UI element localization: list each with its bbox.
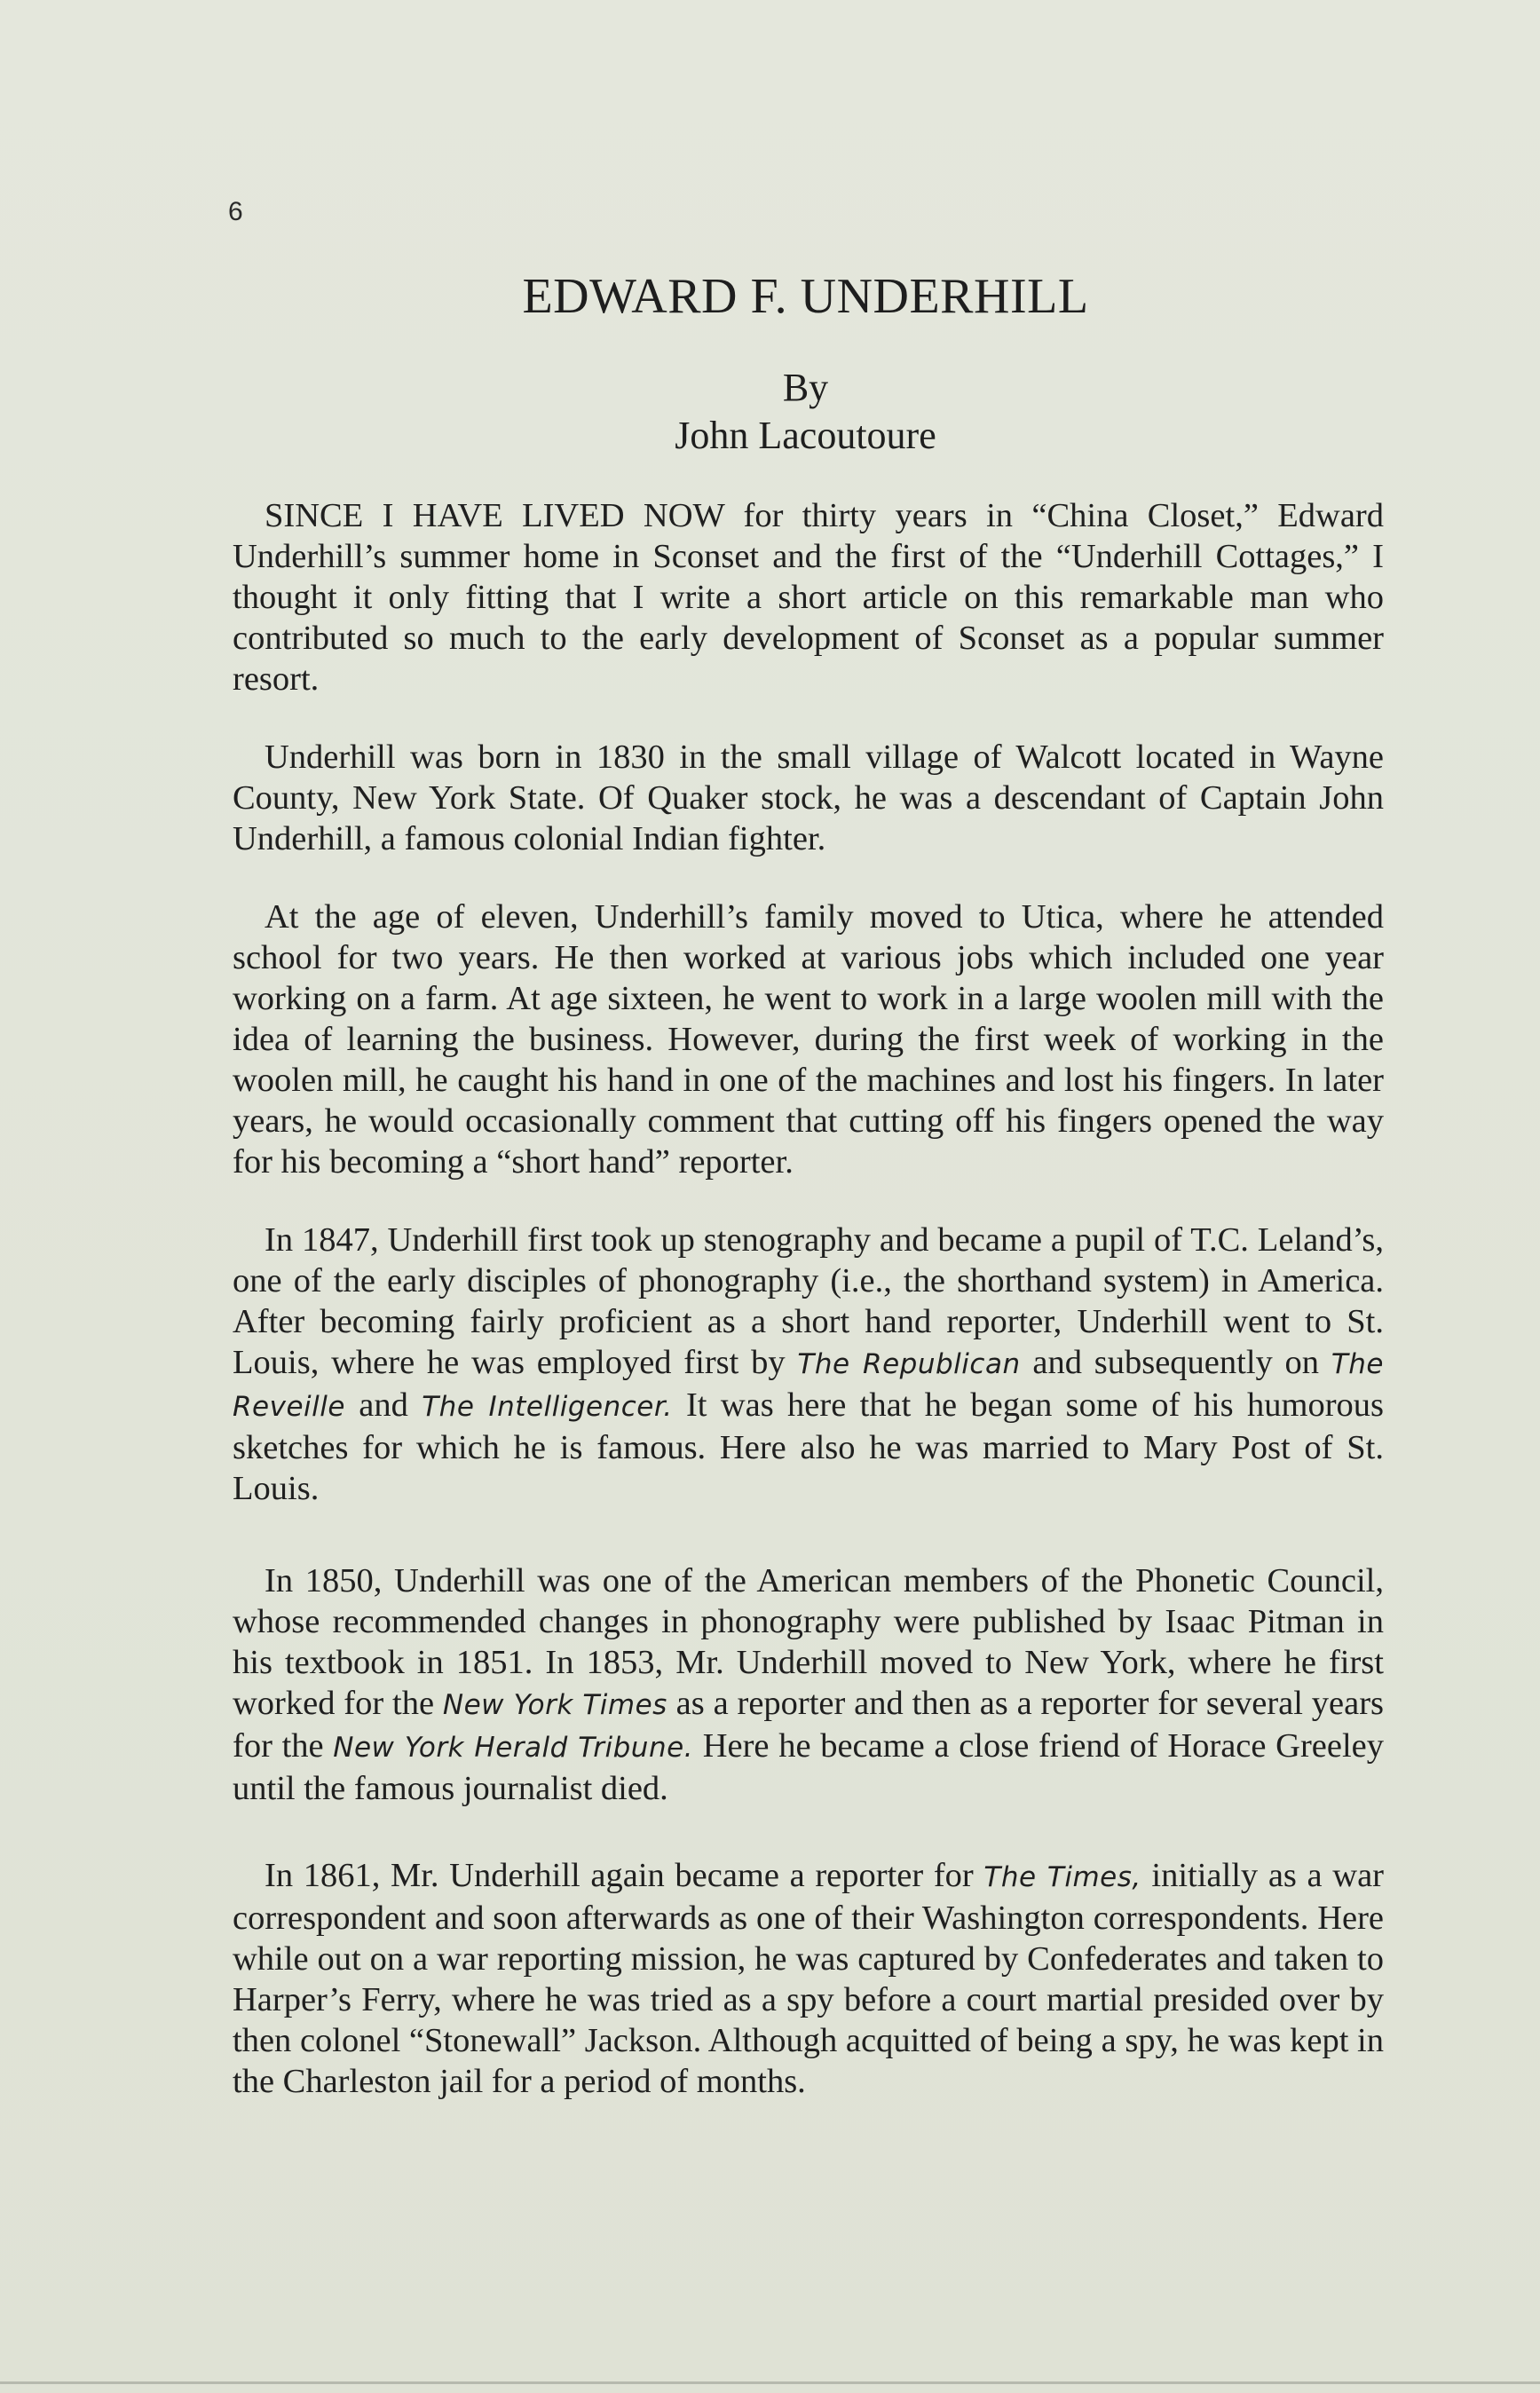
paragraph-6-text-1: In 1861, Mr. Underhill again became a reporter for xyxy=(265,1857,984,1894)
article-body xyxy=(233,495,1384,2139)
page-number: 6 xyxy=(228,197,243,226)
paragraph-6 xyxy=(233,1855,1384,2102)
publication-name: The Intelligencer. xyxy=(422,1391,673,1423)
publication-name: The Reveille xyxy=(233,1348,1384,1423)
publication-name: The Republican xyxy=(797,1348,1021,1380)
paragraph-4-text-2: and subsequently on xyxy=(1020,1344,1331,1381)
paragraph-5-text-3: Here he became a close friend of Horace Greeley until the famous journalist died. xyxy=(233,1727,1384,1807)
paragraph-2: Underhill was born in 1830 in the small village of Walcott located in Wayne County, New York State. Of Quaker stock, he was a descendant of Captain John Underhill, a famous colonial Indian fighter. xyxy=(233,738,1384,857)
paragraph-1: SINCE I HAVE LIVED NOW for thirty years in “China Closet,” Edward Underhill’s summer home in Sconset and the first of the “Underhill Cottages,” I thought it only fitting that I write a short article on this remarkable man who contributed so much to the early development of Sconset as a popular summer resort. xyxy=(233,497,1384,698)
paragraph-4-text-1: In 1847, Underhill first took up stenography and became a pupil of T.C. Leland’s, one of the early disciples of phonography (i.e., the shorthand system) in America. After becoming fairly proficient as a short hand reporter, Underhill went to St. Louis, where he was employed first by xyxy=(233,1221,1384,1381)
paragraph-6-text-2: initially as a war correspondent and soon afterwards as one of their Washington correspondents. Here while out on a war reporting mission, he was captured by Confederates and taken to Harper’s Ferry, where he was tried as a spy before a court martial presided over by then colonel “Stonewall” Jackson. Although acquitted of being a spy, he was kept in the Charleston jail for a period of months. xyxy=(233,1857,1384,2100)
publication-name: New York Times xyxy=(442,1689,667,1721)
paragraph-5 xyxy=(233,1560,1384,1809)
publication-name: New York Herald Tribune. xyxy=(333,1732,694,1764)
byline xyxy=(0,364,1540,460)
byline-by: By xyxy=(782,366,829,409)
byline-author: John Lacoutoure xyxy=(675,414,936,457)
paragraph-4 xyxy=(233,1220,1384,1509)
article-title: EDWARD F. UNDERHILL xyxy=(522,269,1089,324)
page-edge-shadow xyxy=(0,2381,1540,2384)
paragraph-5-text-1: In 1850, Underhill was one of the American members of the Phonetic Council, whose recommended changes in phonography were published by Isaac Pitman in his textbook in 1851. In 1853, Mr. Underhill moved to New York, where he first worked for the xyxy=(233,1562,1384,1722)
paragraph-4-text-3: and xyxy=(344,1386,423,1424)
paragraph-5-text-2: as a reporter and then as a reporter for several years for the xyxy=(233,1685,1385,1765)
paragraph-4-text-4: It was here that he began some of his humorous sketches for which he is famous. Here also he was married to Mary Post of St. Louis. xyxy=(233,1386,1384,1507)
paragraph-3: At the age of eleven, Underhill’s family moved to Utica, where he attended school for two years. He then worked at various jobs which included one year working on a farm. At age sixteen, he went to work in a large woolen mill with the idea of learning the business. However, during the first week of working in the woolen mill, he caught his hand in one of the machines and lost his fingers. In later years, he would occasionally comment that cutting off his fingers opened the way for his becoming a “short hand” reporter. xyxy=(233,898,1384,1181)
publication-name: The Times, xyxy=(983,1861,1141,1893)
